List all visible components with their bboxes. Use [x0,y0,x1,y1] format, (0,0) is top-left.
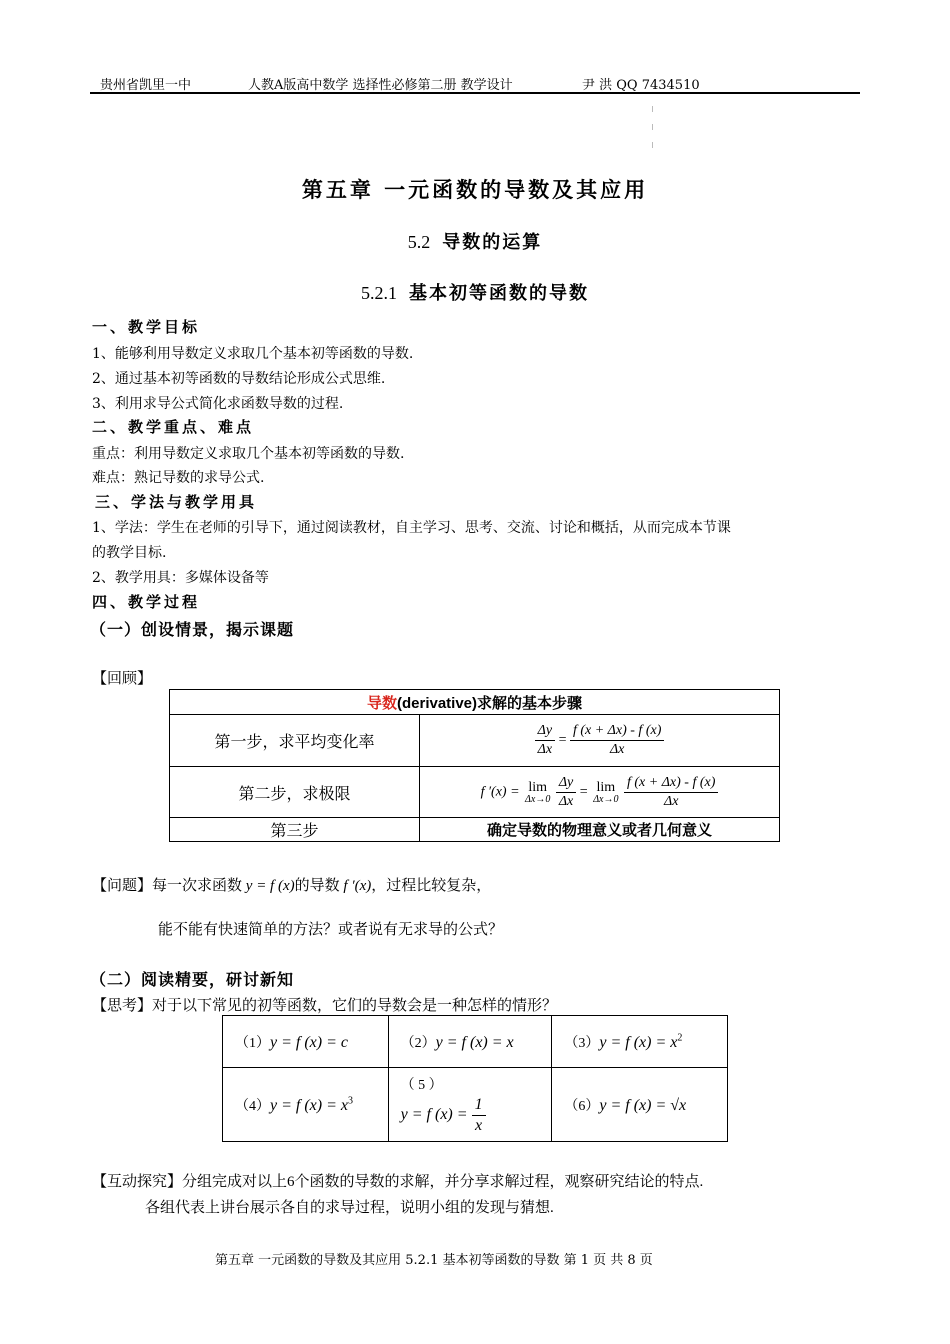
function-expr: y = f (x) = c [270,1033,348,1051]
function-num: （3） [564,1035,600,1051]
part2-heading: （二）阅读精要，研讨新知 [90,970,295,989]
explore-line2: 各组代表上讲台展示各自的求导过程，说明小组的发现与猜想. [145,1200,554,1216]
step1-formula: $\frac{\Delta y}{\Delta x}$ = $\frac{f (x + \Delta x) - f (x)}{\Delta x}$ [420,715,780,767]
question-line [92,874,491,895]
review-label: 【回顾】 [92,671,153,687]
question-math: f ′(x) [343,878,372,894]
question-text: ，过程比较复杂， [371,878,492,894]
margin-mark [652,142,653,148]
section-number: 5.2 [407,232,431,252]
function-cell [223,1016,389,1068]
function-cell [552,1016,728,1068]
lim-symbol: lim [596,779,616,795]
frac-numerator: Δy [535,723,555,741]
question-label: 【问题】 [92,878,153,894]
subsection-title [0,279,950,305]
function-cell [223,1068,389,1142]
lim-subscript: Δx→0 [593,793,619,805]
question-math: y = f (x) [245,878,295,894]
part1-heading: （一）创设情景，揭示课题 [90,620,295,639]
function-expr: y = f (x) = x [270,1096,348,1114]
function-expr: y = f (x) = x [599,1033,678,1051]
frac-denominator: Δx [558,793,574,809]
header-author: 尹 洪 QQ 7434510 [582,78,700,93]
step2-formula: f ′(x) = lim Δx→0 $\frac{\Delta y}{\Delta x}$ = lim Δx→0 $\frac{f (x + \Delta x) - f (x)}{\Delta x}$ [420,767,780,818]
function-num: （1） [235,1035,270,1051]
subsection-name: 基本初等函数的导数 [409,283,589,304]
step3-label: 第三步 [170,818,420,842]
difficulty-text: 难点：熟记导数的求导公式. [92,470,265,486]
goal-item: 1、能够利用导数定义求取几个基本初等函数的导数. [92,346,414,362]
focus-text: 重点：利用导数定义求取几个基本初等函数的导数. [92,446,405,462]
function-num: （ 5 ） [400,1078,443,1093]
function-expr: y = f (x) = [400,1106,472,1124]
section-title [0,228,950,254]
function-sqrt: √x [670,1096,687,1114]
goals-heading: 一、教学目标 [92,318,201,336]
frac-numerator: 1 [472,1096,486,1116]
goal-item: 2、通过基本初等函数的导数结论形成公式思维. [92,371,386,387]
section-name: 导数的运算 [442,232,543,253]
header-school: 贵州省凯里一中 [100,78,192,93]
frac-numerator: f (x + Δx) - f (x) [570,723,664,741]
frac-numerator: Δy [556,775,576,793]
header-course: 人教A版高中数学 选择性必修第二册 教学设计 [248,78,513,93]
function-cell [388,1016,552,1068]
function-exponent: 2 [677,1032,683,1044]
review-table-title [170,690,780,715]
subsection-number: 5.2.1 [361,283,397,303]
frac-denominator: x [475,1117,483,1134]
question-text: 每一次求函数 [152,878,243,894]
explore-line [92,1170,703,1191]
question-text: 的导数 [294,878,340,894]
function-num: （6） [564,1098,600,1114]
step3-result: 确定导数的物理意义或者几何意义 [420,818,780,842]
frac-denominator: Δx [609,742,625,757]
chapter-title: 第五章 一元函数的导数及其应用 [301,177,649,202]
frac-numerator: f (x + Δx) - f (x) [624,775,718,793]
question-line2: 能不能有快速简单的方法？或者说有无求导的公式？ [158,922,504,938]
tools-line: 2、教学用具：多媒体设备等 [92,570,269,586]
lim-symbol: lim [528,779,548,795]
step2-label: 第二步，求极限 [170,767,420,818]
process-heading: 四、教学过程 [92,593,201,611]
function-num: （2） [400,1035,436,1051]
function-cell [552,1068,728,1142]
frac-denominator: Δx [663,793,679,809]
explore-text: 分组完成对以上6个函数的导数的求解，并分享求解过程，观察研究结论的特点. [182,1174,704,1190]
think-line [92,994,557,1015]
function-num: （4） [235,1098,270,1114]
lim-subscript: Δx→0 [525,793,551,805]
review-table [169,689,780,842]
function-expr: y = f (x) = x [435,1033,514,1051]
keypoints-heading: 二、教学重点、难点 [92,418,255,436]
derivative-lhs: f ′(x) = [480,784,524,800]
think-label: 【思考】 [92,998,153,1014]
goal-item: 3、利用求导公式简化求函数导数的过程. [92,396,344,412]
methods-heading: 三、学法与教学用具 [95,493,258,511]
methods-line: 1、学法：学生在老师的引导下，通过阅读教材，自主学习、思考、交流、讨论和概括，从而完成本节课 [92,520,731,536]
frac-denominator: Δx [537,742,553,757]
explore-label: 【互动探究】 [92,1174,183,1190]
function-expr: y = f (x) = [599,1096,671,1114]
step1-label: 第一步，求平均变化率 [170,715,420,767]
page-footer: 第五章 一元函数的导数及其应用 5.2.1 基本初等函数的导数 第 1 页 共 8 页 [215,1253,653,1268]
function-exponent: 3 [348,1095,353,1107]
title-rest: (derivative)求解的基本步骤 [396,694,583,712]
page-header [90,72,860,94]
functions-table [222,1015,728,1142]
margin-mark [652,124,653,130]
function-cell [388,1068,552,1142]
think-text: 对于以下常见的初等函数，它们的导数会是一种怎样的情形？ [152,998,558,1014]
methods-line-cont: 的教学目标. [92,545,167,561]
title-highlight: 导数 [366,694,397,712]
margin-mark [652,106,653,112]
